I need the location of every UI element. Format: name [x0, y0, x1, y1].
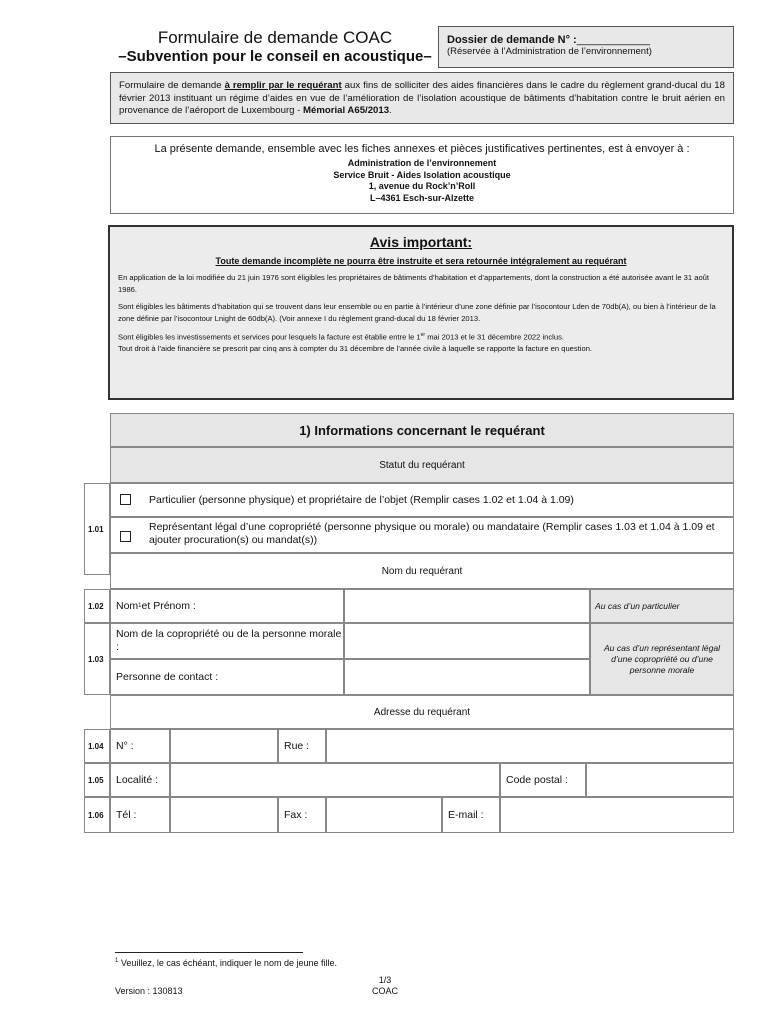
row-number: 1.04	[84, 729, 110, 763]
row-number: 1.03	[84, 623, 110, 695]
representant-checkbox[interactable]	[120, 531, 131, 542]
code-postal-field[interactable]	[586, 763, 734, 797]
email-field[interactable]	[500, 797, 734, 833]
contact-label: Personne de contact :	[110, 659, 344, 695]
row-number: 1.02	[84, 589, 110, 623]
notice-subheading: Toute demande incomplète ne pourra être instruite et sera retournée intégralement au requérant	[215, 256, 627, 266]
mailing-intro: La présente demande, ensemble avec les fiches annexes et pièces justificatives pertinentes, est à envoyer à :	[154, 143, 690, 155]
rue-label: Rue :	[278, 729, 326, 763]
option-label: Particulier (personne physique) et propriétaire de l’objet (Remplir cases 1.02 et 1.04 à 1.09)	[149, 494, 574, 506]
tel-field[interactable]	[170, 797, 278, 833]
mailing-address-box	[110, 136, 734, 214]
notice-paragraph: En application de la loi modifiée du 21 juin 1976 sont éligibles les propriétaires de bâtiments d’habitation et d’appartements, dont la construction a été autorisée avant le 31 août 1986.	[118, 273, 710, 294]
adresse-heading: Adresse du requérant	[110, 695, 734, 729]
statut-heading: Statut du requérant	[110, 447, 734, 483]
dossier-label: Dossier de demande N° :____________	[447, 34, 651, 46]
note-representant: Au cas d’un représentant légal d’une copropriété ou d’une personne morale	[590, 623, 734, 695]
form-code: COAC	[371, 985, 398, 996]
contact-field[interactable]	[344, 659, 590, 695]
address-line: L–4361 Esch-sur-Alzette	[369, 192, 475, 203]
particulier-checkbox[interactable]	[120, 494, 131, 505]
option-representant	[110, 517, 734, 553]
form-title: Formulaire de demande COAC	[157, 28, 393, 47]
copropriete-label: Nom de la copropriété ou de la personne morale :	[110, 623, 344, 659]
localite-label: Localité :	[110, 763, 170, 797]
footnote-divider	[115, 952, 303, 953]
rue-field[interactable]	[326, 729, 734, 763]
numero-label: N° :	[110, 729, 170, 763]
intro-text: Formulaire de demande à remplir par le requérant aux fins de solliciter des aides financières dans le cadre du règlement grand-ducal du 18 février 2013 instituant un régime d’aides en vue de l’amélioration de l’isolation acoustique de bâtiments d’habitation contre le bruit aérien en provenance de l’aéroport de Luxembourg - Mémorial A65/2013.	[110, 72, 734, 124]
footnote: $^1$ Veuillez, le cas échéant, indiquer le nom de jeune fille.	[115, 958, 337, 968]
row-number: 1.06	[84, 797, 110, 833]
version-label: Version : 130813	[115, 986, 183, 996]
code-postal-label: Code postal :	[500, 763, 586, 797]
tel-label: Tél :	[110, 797, 170, 833]
nom-heading: Nom du requérant	[110, 553, 734, 589]
address-line: Administration de l’environnement	[347, 158, 497, 168]
row-number: 1.01	[84, 483, 110, 575]
fax-field[interactable]	[326, 797, 442, 833]
section-title: 1) Informations concernant le requérant	[110, 413, 734, 447]
dossier-note: (Réservée à l’Administration de l’environnement)	[447, 46, 652, 57]
nom-prenom-label: Nom 1 et Prénom :	[110, 589, 344, 623]
option-label: Représentant légal d’une copropriété (personne physique ou morale) ou mandataire (Remplir cases 1.03 et 1.04 à 1.09 et ajouter procuration(s) ou mandat(s))	[149, 521, 715, 546]
fax-label: Fax :	[278, 797, 326, 833]
note-particulier: Au cas d’un particulier	[590, 589, 734, 623]
nom-prenom-field[interactable]	[344, 589, 590, 623]
email-label: E-mail :	[442, 797, 500, 833]
notice-paragraph: Sont éligibles les bâtiments d’habitation qui se trouvent dans leur ensemble ou en partie à l’intérieur d’une zone définie par l’isocontour Lden de 70db(A), ou bien à l’intérieur de la zone définie par l’isocontour Lnight de 60db(A). (Voir annexe I du règlement grand-ducal du 18 février 2013.	[118, 302, 716, 323]
page-number: 1/3	[378, 975, 392, 985]
notice-paragraph: Tout droit à l’aide financière se prescrit par cinq ans à compter du 31 décembre de l’année civile à laquelle se rapporte la facture en question.	[118, 344, 593, 354]
form-subtitle: –Subvention pour le conseil en acoustique–	[118, 48, 432, 65]
row-number: 1.05	[84, 763, 110, 797]
page-info	[365, 975, 405, 996]
numero-field[interactable]	[170, 729, 278, 763]
important-notice	[108, 225, 734, 400]
copropriete-field[interactable]	[344, 623, 590, 659]
address-line: Service Bruit - Aides Isolation acoustique	[333, 169, 511, 180]
option-particulier	[110, 483, 734, 517]
address-line: 1, avenue du Rock’n’Roll	[368, 181, 476, 191]
notice-paragraph: Sont éligibles les investissements et services pour lesquels la facture est établie entre le 1er mai 2013 et le 31 décembre 2022 inclus.	[118, 332, 564, 342]
notice-heading: Avis important:	[369, 234, 473, 250]
dossier-box	[438, 26, 734, 68]
localite-field[interactable]	[170, 763, 500, 797]
